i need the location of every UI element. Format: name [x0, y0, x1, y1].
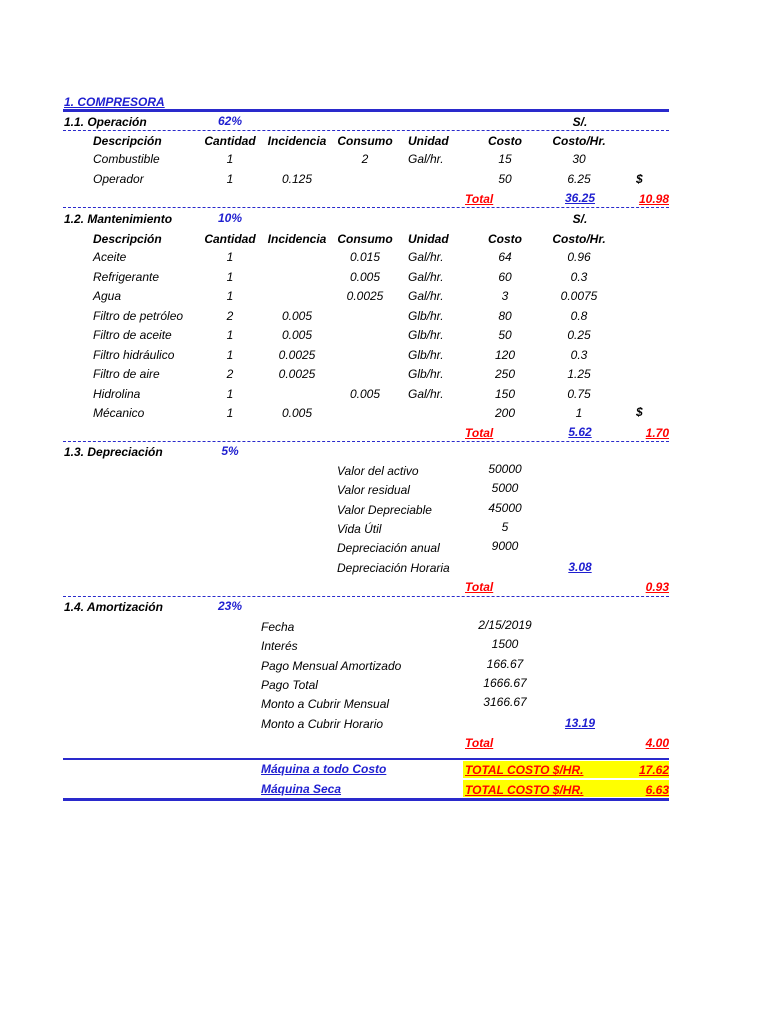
mantenimiento-cell-desc: Aceite [93, 250, 127, 264]
operacion-pct: 62% [217, 114, 243, 128]
title-rule [63, 109, 669, 112]
operacion-cell-inc: 0.125 [281, 172, 313, 186]
sol-header: S/. [572, 115, 588, 129]
amortizacion-horario-sol: 13.19 [564, 716, 596, 730]
amortizacion-total-label: Total [465, 736, 494, 750]
sol-header-mant: S/. [572, 212, 588, 226]
summary-total-label-1: TOTAL COSTO $/HR. [465, 763, 584, 777]
operacion-cell-cons: 2 [361, 152, 369, 166]
mantenimiento-cell-unid: Gal/hr. [408, 289, 444, 303]
mantenimiento-cell-costo: 50 [498, 328, 512, 342]
amortizacion-pct: 23% [217, 599, 243, 613]
operacion-cell-costo: 50 [498, 172, 512, 186]
summary-value-2: 6.63 [645, 783, 669, 797]
operacion-total-sol: 36.25 [564, 191, 596, 205]
mantenimiento-cell-desc: Filtro de aceite [93, 328, 172, 342]
mantenimiento-cell-cant: 1 [226, 347, 234, 362]
mantenimiento-cell-costohr: 0.3 [570, 347, 588, 362]
mantenimiento-cell-desc: Refrigerante [93, 269, 160, 284]
mantenimiento-cell-costohr: 0.96 [567, 250, 591, 264]
mantenimiento-header-desc: Descripción [93, 232, 162, 246]
mantenimiento-cell-unid: Glb/hr. [408, 328, 444, 342]
mantenimiento-header-cons: Consumo [337, 232, 393, 246]
amortizacion-item-label: Monto a Cubrir Mensual [261, 697, 390, 712]
mantenimiento-cell-unid: Glb/hr. [408, 308, 444, 323]
depreciacion-total-usd: 0.93 [645, 580, 669, 594]
mantenimiento-cell-desc: Filtro de aire [93, 367, 160, 381]
depreciacion-item-value: 50000 [488, 462, 522, 476]
amortizacion-item-label: Monto a Cubrir Horario [261, 716, 384, 731]
mantenimiento-cell-unid: Gal/hr. [408, 250, 444, 264]
mantenimiento-header-inc: Incidencia [267, 232, 327, 246]
depreciacion-item-value: 45000 [488, 500, 522, 515]
mantenimiento-cell-inc: 0.005 [281, 328, 313, 342]
mantenimiento-cell-unid: Glb/hr. [408, 347, 444, 362]
mantenimiento-header-costohr: Costo/Hr. [552, 232, 606, 246]
amortizacion-item-label: Pago Mensual Amortizado [261, 658, 402, 673]
mantenimiento-cell-cant: 1 [226, 269, 234, 284]
mantenimiento-header-unid: Unidad [408, 232, 449, 246]
mantenimiento-cell-costohr: 0.8 [570, 308, 588, 323]
amortizacion-divider [63, 596, 669, 597]
mantenimiento-cell-cant: 1 [226, 250, 234, 264]
amortizacion-item-value: 3166.67 [483, 695, 527, 710]
summary-label-2: Máquina Seca [261, 782, 342, 796]
operacion-cell-costo: 15 [498, 152, 512, 166]
mantenimiento-cell-cant: 1 [226, 289, 234, 303]
depreciacion-item-value: 5 [501, 519, 509, 534]
amortizacion-item-label: Pago Total [261, 677, 318, 692]
depreciacion-item-label: Vida Útil [337, 521, 382, 536]
mantenimiento-cell-costohr: 1 [575, 406, 583, 420]
mantenimiento-cell-unid: Gal/hr. [408, 386, 444, 401]
mantenimiento-total-sol: 5.62 [568, 425, 592, 439]
mantenimiento-header-costo: Costo [488, 232, 522, 246]
amortizacion-total-usd: 4.00 [645, 736, 669, 750]
mantenimiento-cell-unid: Glb/hr. [408, 367, 444, 381]
operacion-header-cons: Consumo [337, 134, 393, 148]
operacion-header-unid: Unidad [408, 134, 449, 148]
mantenimiento-cell-cons: 0.015 [349, 250, 381, 264]
mantenimiento-cell-cons: 0.0025 [346, 289, 384, 303]
operacion-total-label: Total [465, 192, 494, 206]
depreciacion-title: 1.3. Depreciación [64, 445, 163, 459]
mantenimiento-cell-desc: Hidrolina [93, 386, 141, 401]
mantenimiento-cell-costohr: 0.75 [567, 386, 591, 401]
operacion-header-costo: Costo [488, 134, 522, 148]
mantenimiento-cell-costohr: 0.3 [570, 269, 588, 284]
summary-total-label-2: TOTAL COSTO $/HR. [465, 783, 584, 797]
operacion-cell-desc: Combustible [93, 152, 160, 166]
mantenimiento-cell-cons: 0.005 [349, 386, 381, 401]
operacion-cell-cant: 1 [226, 152, 234, 166]
mantenimiento-cell-cant: 1 [226, 406, 234, 420]
dollar-label-op: $ [636, 172, 643, 186]
summary-top-rule [63, 758, 669, 760]
depreciacion-horaria-sol: 3.08 [568, 560, 592, 574]
mantenimiento-cell-cons: 0.005 [349, 269, 381, 284]
mantenimiento-pct: 10% [217, 211, 243, 225]
dollar-label-mant: $ [636, 405, 643, 419]
mantenimiento-cell-costohr: 0.25 [567, 328, 591, 342]
amortizacion-item-value: 2/15/2019 [478, 618, 532, 632]
operacion-cell-costohr: 30 [572, 152, 586, 166]
mantenimiento-cell-costo: 120 [494, 347, 516, 362]
section-title: 1. COMPRESORA [64, 95, 165, 109]
mantenimiento-cell-desc: Agua [93, 289, 122, 303]
amortizacion-title: 1.4. Amortización [64, 600, 163, 614]
mantenimiento-cell-costo: 200 [494, 406, 516, 420]
mantenimiento-cell-unid: Gal/hr. [408, 269, 444, 284]
amortizacion-item-value: 1500 [491, 637, 519, 652]
amortizacion-item-value: 166.67 [486, 656, 524, 671]
mantenimiento-cell-inc: 0.0025 [278, 347, 316, 362]
mantenimiento-divider [63, 207, 669, 208]
depreciacion-item-value: 5000 [491, 481, 519, 496]
depreciacion-total-label: Total [465, 580, 494, 594]
mantenimiento-cell-cant: 1 [226, 386, 234, 401]
amortizacion-item-label: Fecha [261, 620, 295, 634]
mantenimiento-cell-costo: 3 [501, 289, 509, 303]
operacion-header-inc: Incidencia [267, 134, 327, 148]
mantenimiento-cell-costo: 60 [498, 269, 512, 284]
amortizacion-item-label: Interés [261, 639, 298, 654]
mantenimiento-title: 1.2. Mantenimiento [64, 212, 173, 226]
operacion-header-desc: Descripción [93, 134, 162, 148]
mantenimiento-cell-costohr: 1.25 [567, 367, 591, 381]
mantenimiento-cell-inc: 0.005 [281, 406, 313, 420]
mantenimiento-cell-cant: 2 [226, 308, 234, 323]
mantenimiento-cell-costo: 80 [498, 308, 512, 323]
mantenimiento-total-label: Total [465, 426, 494, 440]
mantenimiento-cell-desc: Mécanico [93, 406, 145, 420]
depreciacion-item-label: Valor del activo [337, 464, 419, 478]
depreciacion-item-label: Valor residual [337, 483, 410, 498]
mantenimiento-cell-costo: 250 [494, 367, 516, 381]
mantenimiento-cell-costohr: 0.0075 [560, 289, 598, 303]
summary-label-1: Máquina a todo Costo [261, 762, 387, 776]
operacion-cell-cant: 1 [226, 172, 234, 186]
depreciacion-item-label: Valor Depreciable [337, 502, 432, 517]
amortizacion-item-value: 1666.67 [483, 675, 527, 690]
operacion-title: 1.1. Operación [64, 115, 147, 129]
mantenimiento-cell-inc: 0.0025 [278, 367, 316, 381]
mantenimiento-cell-desc: Filtro de petróleo [93, 308, 184, 323]
depreciacion-item-label: Depreciación Horaria [337, 560, 450, 575]
depreciacion-item-value: 9000 [491, 539, 519, 554]
mantenimiento-total-usd: 1.70 [645, 426, 669, 440]
operacion-header-costohr: Costo/Hr. [552, 134, 606, 148]
operacion-divider [63, 130, 669, 131]
mantenimiento-header-cant: Cantidad [204, 232, 256, 246]
mantenimiento-cell-inc: 0.005 [281, 308, 313, 323]
depreciacion-pct: 5% [221, 444, 239, 458]
summary-value-1: 17.62 [638, 763, 669, 777]
operacion-cell-unid: Gal/hr. [408, 152, 444, 166]
operacion-cell-costohr: 6.25 [567, 172, 591, 186]
operacion-total-usd: 10.98 [638, 192, 669, 206]
depreciacion-item-label: Depreciación anual [337, 541, 440, 556]
mantenimiento-cell-cant: 1 [226, 328, 234, 342]
mantenimiento-cell-cant: 2 [226, 367, 234, 381]
depreciacion-divider [63, 441, 669, 442]
mantenimiento-cell-costo: 64 [498, 250, 512, 264]
operacion-header-cant: Cantidad [204, 134, 256, 148]
mantenimiento-cell-costo: 150 [494, 386, 516, 401]
summary-bottom-rule [63, 798, 669, 801]
operacion-cell-desc: Operador [93, 172, 144, 186]
mantenimiento-cell-desc: Filtro hidráulico [93, 347, 175, 362]
